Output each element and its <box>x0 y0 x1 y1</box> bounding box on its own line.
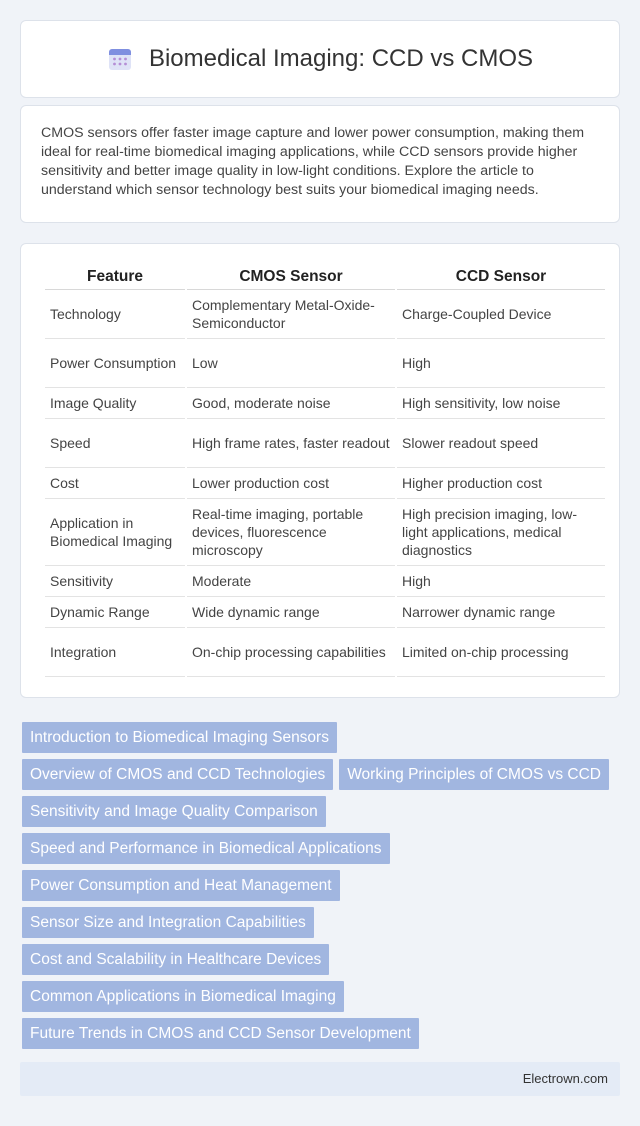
topic-link[interactable]: Working Principles of CMOS vs CCD <box>339 759 609 790</box>
topic-link[interactable]: Future Trends in CMOS and CCD Sensor Development <box>22 1018 419 1049</box>
table-cell: High frame rates, faster readout <box>187 419 395 468</box>
table-cell: Charge-Coupled Device <box>397 290 605 339</box>
table-row <box>45 339 605 388</box>
related-topics <box>22 722 622 1055</box>
table-row <box>45 597 605 628</box>
footer-brand[interactable]: Electrown.com <box>522 1071 608 1086</box>
table-cell: High precision imaging, low-light applications, medical diagnostics <box>397 499 605 566</box>
header-ccd: CCD Sensor <box>397 262 605 290</box>
table-cell: High sensitivity, low noise <box>397 388 605 419</box>
table-cell: Technology <box>45 290 185 339</box>
table-row <box>45 419 605 468</box>
topic-link[interactable]: Introduction to Biomedical Imaging Sensors <box>22 722 337 753</box>
table-cell: Higher production cost <box>397 468 605 499</box>
topic-link[interactable]: Power Consumption and Heat Management <box>22 870 340 901</box>
topic-link[interactable]: Overview of CMOS and CCD Technologies <box>22 759 333 790</box>
table-header-row <box>45 262 605 290</box>
title-card <box>20 20 620 98</box>
table-cell: On-chip processing capabilities <box>187 628 395 677</box>
header-cmos: CMOS Sensor <box>187 262 395 290</box>
table-cell: Power Consumption <box>45 339 185 388</box>
table-cell: Limited on-chip processing <box>397 628 605 677</box>
table-row <box>45 290 605 339</box>
table-row <box>45 628 605 677</box>
table-cell: Wide dynamic range <box>187 597 395 628</box>
table-cell: Moderate <box>187 566 395 597</box>
table-row <box>45 566 605 597</box>
table-cell: High <box>397 339 605 388</box>
table-cell: Complementary Metal-Oxide-Semiconductor <box>187 290 395 339</box>
table-cell: Slower readout speed <box>397 419 605 468</box>
table-cell: Integration <box>45 628 185 677</box>
table-cell: Image Quality <box>45 388 185 419</box>
table-cell: High <box>397 566 605 597</box>
table-row <box>45 468 605 499</box>
footer <box>20 1062 620 1096</box>
table-cell: Real-time imaging, portable devices, fluorescence microscopy <box>187 499 395 566</box>
topic-link[interactable]: Cost and Scalability in Healthcare Devices <box>22 944 329 975</box>
topic-link[interactable]: Speed and Performance in Biomedical Applications <box>22 833 390 864</box>
table-cell: Speed <box>45 419 185 468</box>
intro-text: CMOS sensors offer faster image capture and lower power consumption, making them ideal for real-time biomedical imaging applications, while CCD sensors provide higher sensitivity and better image quality in low-light conditions. Explore the article to understand which sensor technology best suits your biomedical imaging needs. <box>41 125 585 198</box>
table-row <box>45 499 605 566</box>
comparison-table-card <box>20 243 620 698</box>
table-cell: Narrower dynamic range <box>397 597 605 628</box>
header-feature: Feature <box>45 262 185 290</box>
table-cell: Good, moderate noise <box>187 388 395 419</box>
calendar-grid-icon <box>107 46 133 72</box>
table-row <box>45 388 605 419</box>
page-title: Biomedical Imaging: CCD vs CMOS <box>148 45 534 72</box>
topic-link[interactable]: Sensitivity and Image Quality Comparison <box>22 796 326 827</box>
topic-link[interactable]: Sensor Size and Integration Capabilities <box>22 907 314 938</box>
comparison-table <box>43 262 607 677</box>
table-cell: Cost <box>45 468 185 499</box>
table-cell: Sensitivity <box>45 566 185 597</box>
table-cell: Low <box>187 339 395 388</box>
table-cell: Application in Biomedical Imaging <box>45 499 185 566</box>
table-cell: Lower production cost <box>187 468 395 499</box>
topic-link[interactable]: Common Applications in Biomedical Imaging <box>22 981 344 1012</box>
table-cell: Dynamic Range <box>45 597 185 628</box>
intro-card <box>20 105 620 223</box>
